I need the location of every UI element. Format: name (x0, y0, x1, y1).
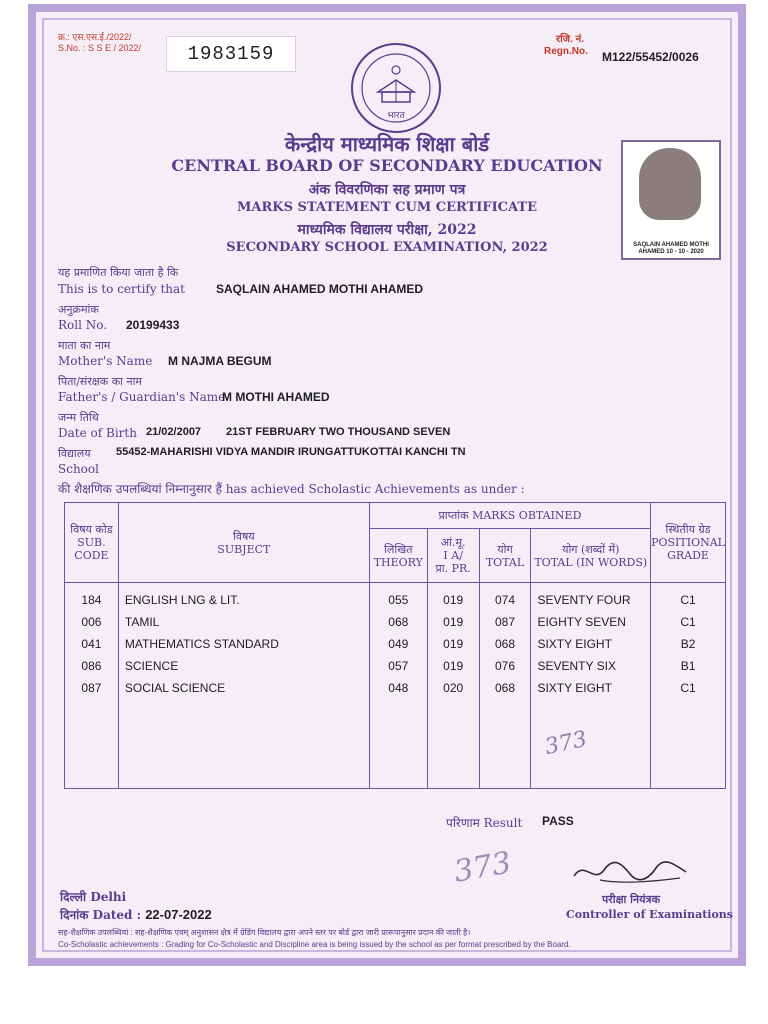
place-hindi: दिल्ली (60, 890, 87, 904)
subcode-header-hindi: विषय कोड (70, 523, 113, 536)
marks-table (64, 502, 726, 789)
serial-label-hindi: क्र.: एस.एस.ई./2022/ (58, 32, 132, 42)
result-label (446, 814, 522, 831)
exam-title-hindi: माध्यमिक विद्यालय परीक्षा, 2022 (297, 222, 477, 238)
board-seal (348, 40, 444, 136)
achievement-line (58, 480, 525, 497)
table-row-code: 041 (81, 637, 102, 651)
marks-header-label: MARKS OBTAINED (472, 509, 582, 522)
table-row-words: SIXTY EIGHT (537, 681, 612, 695)
father-name: M MOTHI AHAMED (222, 390, 330, 404)
achievement-hindi: की शैक्षणिक उपलब्धियां निम्नानुसार हैं (58, 482, 222, 496)
grade-column (651, 583, 726, 789)
table-row-ia: 020 (443, 681, 464, 695)
regn-label-hindi: रजि. नं. (556, 34, 584, 45)
ia-header-hindi: आं.मू. (440, 536, 466, 549)
result-value: PASS (542, 814, 574, 828)
candidate-name: SAQLAIN AHAMED MOTHI AHAMED (216, 282, 424, 296)
table-row-words: SEVENTY FOUR (537, 593, 631, 607)
ia-header (427, 529, 479, 583)
table-row-subject: MATHEMATICS STANDARD (124, 637, 279, 651)
table-row-grade: C1 (680, 615, 696, 629)
father-label-hindi: पिता/संरक्षक का नाम (58, 375, 143, 388)
certify-hindi: यह प्रमाणित किया जाता है कि (58, 266, 179, 279)
table-row-code: 087 (81, 681, 102, 695)
words-header-hindi: योग (शब्दों में) (562, 542, 620, 556)
grade-header-hindi: स्थितीय ग्रेड (665, 523, 711, 536)
ia-header-label: I A/ (443, 549, 463, 562)
place: Delhi (90, 890, 127, 904)
table-row-code: 006 (81, 615, 102, 629)
words-column (531, 583, 651, 789)
photo-portrait (639, 148, 701, 220)
table-row-theory: 048 (388, 681, 409, 695)
roll-number: 20199433 (126, 318, 180, 332)
theory-column (369, 583, 427, 789)
table-row-total: 076 (495, 659, 516, 673)
regn-number: M122/55452/0026 (602, 50, 699, 64)
marks-obtained-header (369, 503, 650, 529)
date-block (60, 906, 212, 923)
achievement-label: has achieved Scholastic Achievements as under : (225, 482, 525, 496)
roll-label: Roll No. (58, 318, 108, 332)
cert-title-hindi: अंक विवरणिका सह प्रमाण पत्र (308, 182, 466, 198)
table-row-words: SIXTY EIGHT (537, 637, 612, 651)
table-row-subject: SCIENCE (124, 659, 179, 673)
table-row-ia: 019 (443, 615, 464, 629)
dob-label: Date of Birth (58, 426, 137, 440)
handwritten-total: 373 (543, 726, 590, 761)
serial-label-block (58, 32, 141, 54)
table-row-subject: TAMIL (124, 615, 160, 629)
grade-header-label: POSITIONAL GRADE (651, 536, 725, 562)
subcode-header (65, 503, 119, 583)
handwritten-result-mark: 373 (451, 845, 514, 890)
dob-words: 21ST FEBRUARY TWO THOUSAND SEVEN (226, 426, 451, 438)
subcode-header-label: SUB. CODE (74, 536, 109, 562)
table-row-ia: 019 (443, 593, 464, 607)
table-row-total: 074 (495, 593, 516, 607)
board-title-hindi: केन्द्रीय माध्यमिक शिक्षा बोर्ड (284, 132, 490, 156)
serial-label: S.No. : S S E / 2022/ (58, 43, 142, 53)
roll-label-hindi: अनुक्रमांक (58, 303, 99, 316)
table-row-ia: 019 (443, 659, 464, 673)
regn-block (544, 34, 588, 58)
school-name: 55452-MAHARISHI VIDYA MANDIR IRUNGATTUKOTTAI KANCHI TN (116, 446, 466, 458)
board-seal-icon (348, 40, 444, 136)
grade-header (651, 503, 726, 583)
school-label: School (58, 462, 99, 476)
exam-title: SECONDARY SCHOOL EXAMINATION, 2022 (226, 240, 548, 255)
controller-title-hindi: परीक्षा नियंत्रक (602, 893, 661, 906)
words-header-label: TOTAL (IN WORDS) (534, 555, 648, 569)
table-row-words: EIGHTY SEVEN (537, 615, 626, 629)
subject-header-label: SUBJECT (217, 542, 271, 556)
table-row-grade: C1 (680, 593, 696, 607)
theory-header-hindi: लिखित (384, 542, 413, 556)
certify-label: This is to certify that (58, 282, 185, 296)
table-row-total: 068 (495, 637, 516, 651)
words-list (531, 583, 650, 699)
table-row-total: 068 (495, 681, 516, 695)
table-row-grade: B2 (680, 637, 696, 651)
result-label-hindi: परिणाम (446, 816, 480, 830)
total-header (479, 529, 531, 583)
words-header (531, 529, 651, 583)
mother-name: M NAJMA BEGUM (168, 354, 272, 368)
grade-list (651, 583, 725, 699)
subcode-list (65, 583, 118, 699)
cert-title: MARKS STATEMENT CUM CERTIFICATE (237, 200, 537, 215)
subject-list (119, 583, 369, 699)
seal-text: भारत (387, 111, 405, 121)
subject-column (118, 583, 369, 789)
mother-label-hindi: माता का नाम (58, 339, 111, 352)
subcode-column (65, 583, 119, 789)
total-header-hindi: योग (497, 542, 513, 556)
controller-title: Controller of Examinations (566, 908, 733, 921)
table-row-ia: 019 (443, 637, 464, 651)
regn-label: Regn.No. (544, 46, 588, 57)
board-title: CENTRAL BOARD OF SECONDARY EDUCATION (171, 156, 603, 175)
mother-label: Mother's Name (58, 354, 153, 368)
ia-header-pr: प्रा. PR. (435, 562, 471, 575)
theory-list (370, 583, 427, 699)
table-row-code: 184 (81, 593, 102, 607)
table-row-subject: SOCIAL SCIENCE (124, 681, 226, 695)
date-label: Dated : (92, 908, 142, 922)
school-label-hindi: विद्यालय (58, 447, 91, 460)
ia-column (427, 583, 479, 789)
theory-header-label: THEORY (373, 555, 423, 569)
table-row-grade: C1 (680, 681, 696, 695)
candidate-photo (621, 140, 721, 260)
table-row-words: SEVENTY SIX (537, 659, 616, 673)
subject-header-hindi: विषय (232, 529, 255, 543)
certificate-sheet (28, 4, 746, 966)
co-scholastic-note-hindi: सह-शैक्षणिक उपलब्धियां : सह-शैक्षणिक एवम् अनुशासन क्षेत्र में ग्रेडिंग विद्यालय द्वारा अपने स्तर पर बोर्ड द्वारा जारी प्रारूपानुसार प्रदान की जाती है। (58, 928, 471, 937)
date-label-hindi: दिनांक (60, 908, 89, 922)
father-label: Father's / Guardian's Name (58, 390, 226, 404)
total-column (479, 583, 531, 789)
ia-list (428, 583, 479, 699)
dob-label-hindi: जन्म तिथि (58, 411, 99, 424)
controller-signature (570, 854, 690, 894)
subject-header (118, 503, 369, 583)
dob-value: 21/02/2007 (146, 426, 202, 438)
signature-icon (570, 854, 690, 890)
co-scholastic-note: Co-Scholastic achievements : Grading for Co-Scholastic and Discipline area is being issued by the school as per format prescribed by the Board. (58, 940, 571, 949)
place-block (60, 888, 126, 905)
total-header-label: TOTAL (485, 555, 525, 569)
table-row-theory: 055 (388, 593, 409, 607)
result-label-english: Result (483, 816, 523, 830)
table-row-total: 087 (495, 615, 516, 629)
serial-number: 1983159 (166, 36, 296, 72)
table-row-code: 086 (81, 659, 102, 673)
photo-caption: SAQLAIN AHAMED MOTHI AHAMED 10 - 10 - 2020 (625, 242, 717, 256)
marks-header-hindi: प्राप्तांक (438, 509, 469, 522)
table-row-grade: B1 (680, 659, 696, 673)
date-value: 22-07-2022 (145, 907, 212, 922)
table-row-theory: 068 (388, 615, 409, 629)
table-row-theory: 057 (388, 659, 409, 673)
theory-header (369, 529, 427, 583)
table-row-theory: 049 (388, 637, 409, 651)
table-row-subject: ENGLISH LNG & LIT. (124, 593, 240, 607)
total-list (480, 583, 531, 699)
